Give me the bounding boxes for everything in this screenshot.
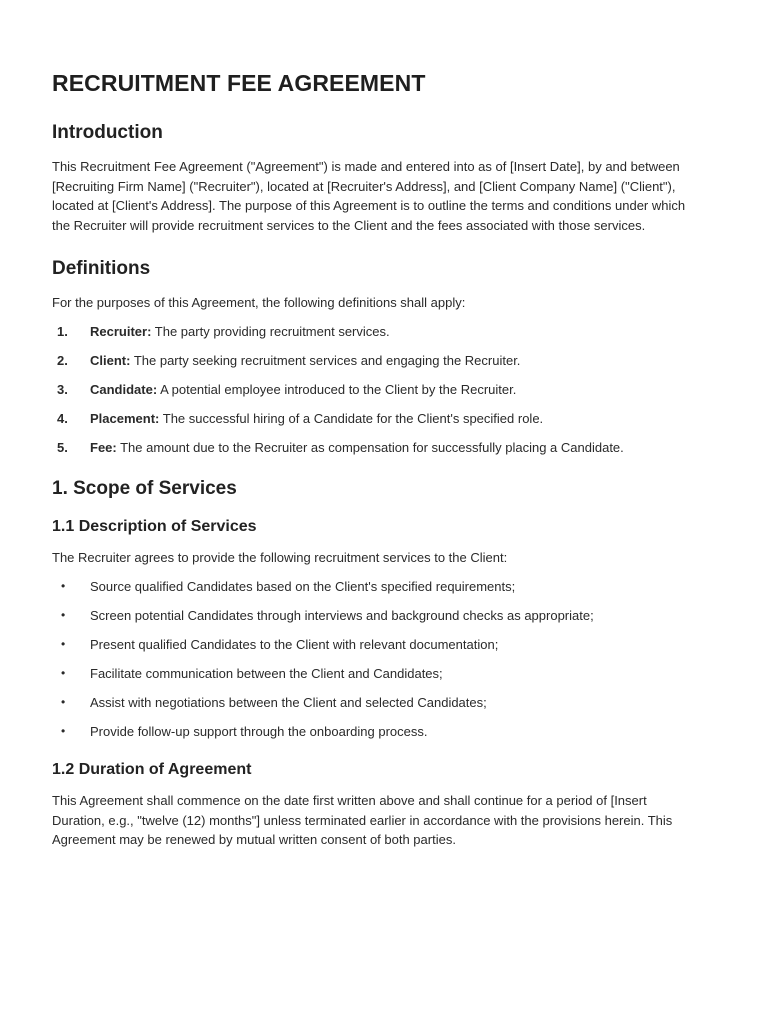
scope-heading: 1. Scope of Services — [52, 478, 237, 499]
service-text: Assist with negotiations between the Client and selected Candidates; — [90, 694, 487, 710]
definition-item — [52, 409, 702, 429]
service-item — [52, 577, 702, 597]
service-text: Provide follow-up support through the onboarding process. — [90, 723, 428, 739]
definitions-heading: Definitions — [52, 258, 151, 279]
description-heading: 1.1 Description of Services — [52, 518, 257, 535]
introduction-heading: Introduction — [52, 122, 163, 143]
definition-number: 1. — [57, 323, 68, 339]
duration-paragraph: This Agreement shall commence on the date first written above and shall continue for a period of [Insert Duration, e.g., "twelve (12) months"] unless terminated earlier in accordance with the provisions herein. This Agreement may be renewed by mutual written consent of both parties. — [52, 793, 673, 847]
document-title: RECRUITMENT FEE AGREEMENT — [52, 70, 426, 96]
definition-text: The amount due to the Recruiter as compensation for successfully placing a Candidate. — [116, 439, 624, 455]
definition-text: The successful hiring of a Candidate for the Client's specified role. — [159, 410, 544, 426]
services-list — [52, 577, 702, 742]
bullet-icon: • — [61, 607, 66, 622]
definition-term: Candidate: — [90, 381, 158, 397]
definitions-list — [52, 322, 702, 458]
service-text: Screen potential Candidates through interviews and background checks as appropriate; — [90, 607, 594, 623]
definition-text: A potential employee introduced to the Client by the Recruiter. — [157, 381, 517, 397]
service-text: Source qualified Candidates based on the Client's specified requirements; — [90, 578, 516, 594]
definition-term: Fee: — [90, 439, 117, 455]
scope-section — [52, 478, 702, 850]
service-item — [52, 635, 702, 655]
definitions-section — [52, 258, 702, 457]
definition-item — [52, 322, 702, 342]
definition-number: 2. — [57, 352, 68, 368]
service-item — [52, 606, 702, 626]
bullet-icon: • — [61, 665, 66, 680]
duration-heading: 1.2 Duration of Agreement — [52, 761, 252, 778]
description-lead: The Recruiter agrees to provide the following recruitment services to the Client: — [52, 550, 508, 565]
introduction-section — [52, 122, 702, 235]
definition-item — [52, 438, 702, 458]
definition-term: Placement: — [90, 410, 160, 426]
service-text: Facilitate communication between the Client and Candidates; — [90, 665, 443, 681]
definition-item — [52, 351, 702, 371]
bullet-icon: • — [61, 723, 66, 738]
service-item — [52, 722, 702, 742]
definition-number: 3. — [57, 381, 68, 397]
definition-number: 4. — [57, 410, 68, 426]
definitions-lead: For the purposes of this Agreement, the following definitions shall apply: — [52, 295, 466, 310]
service-item — [52, 664, 702, 684]
bullet-icon: • — [61, 636, 66, 651]
definition-text: The party providing recruitment services. — [151, 323, 390, 339]
definition-item — [52, 380, 702, 400]
bullet-icon: • — [61, 578, 66, 593]
definition-term: Recruiter: — [90, 323, 152, 339]
introduction-paragraph: This Recruitment Fee Agreement ("Agreement") is made and entered into as of [Insert Date], by and between [Recruiting Firm Name] ("Recruiter"), located at [Recruiter's Address], and [Client Company Name] ("Client"), located at [Client's Address]. The purpose of this Agreement is to outline the terms and conditions under which the Recruiter will provide recruitment services to the Client and the fees associated with those services. — [52, 159, 686, 233]
definition-text: The party seeking recruitment services and engaging the Recruiter. — [130, 352, 521, 368]
service-item — [52, 693, 702, 713]
definition-term: Client: — [90, 352, 131, 368]
service-text: Present qualified Candidates to the Client with relevant documentation; — [90, 636, 499, 652]
definition-number: 5. — [57, 439, 68, 455]
bullet-icon: • — [61, 694, 66, 709]
